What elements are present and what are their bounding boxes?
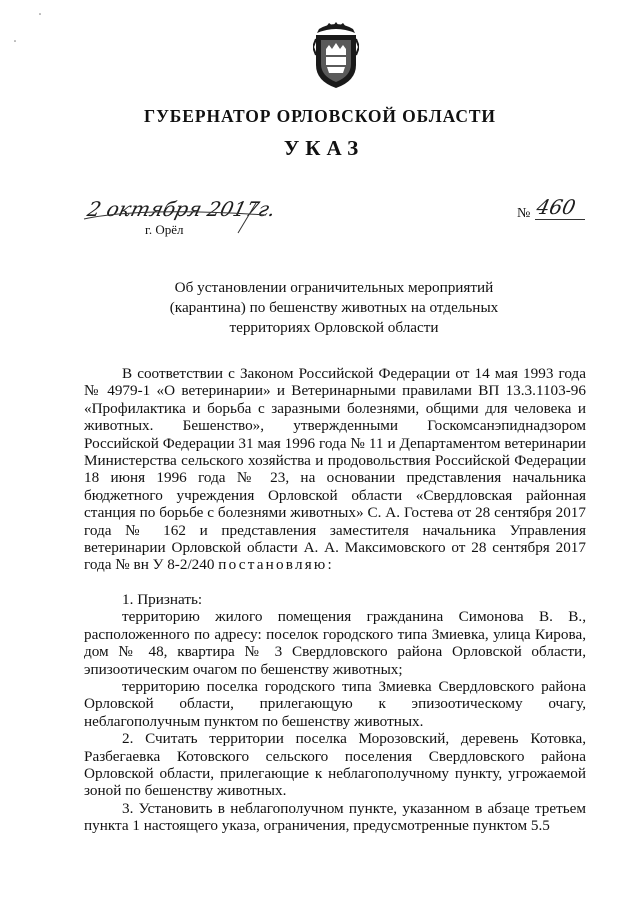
item-1-paragraph-a: территорию жилого помещения гражданина Симонова В. В., расположенного по адресу: поселок городского типа Змиевка, улица Кирова, дом № 48, квартира № 3 Свердловского района Орловской области, эпизоотическим очагом по бешенству животных;	[84, 608, 586, 678]
decree-body	[84, 365, 586, 835]
decree-word: постановляю:	[218, 556, 334, 574]
handwritten-number: 460	[534, 195, 578, 219]
item-2-paragraph: 2. Считать территории поселка Морозовский, деревень Котовка, Разбегаевка Котовского сельского поселения Свердловского района Орловской области, прилегающие к неблагополучному пункту, угрожаемой зоной по бешенству животных.	[84, 730, 586, 800]
item-1-heading: 1. Признать:	[122, 590, 203, 608]
preamble-paragraph	[84, 365, 586, 574]
handwritten-date: 2 октября 2017г.	[85, 197, 279, 221]
issuer-heading: ГУБЕРНАТОР ОРЛОВСКОЙ ОБЛАСТИ	[144, 106, 496, 126]
place-of-issue: г. Орёл	[145, 222, 184, 237]
preamble-text: В соответствии с Законом Российской Федерации от 14 мая 1993 года № 4979-1 «О ветеринарии» и Ветеринарными правилами ВП 13.3.1103-96 «Профилактика и борьба с заразными болезнями, общими для человека и животных. Бешенство», утвержденными Госкомсанэпиднадзором Российской Федерации 31 мая 1996 года № 11 и Департаментом ветеринарии Министерства сельского хозяйства и продовольствия Российской Федерации 18 июня 1996 года № 23, на основании представления начальника бюджетного учреждения Орловской области «Свердловская районная станция по борьбе с болезнями животных» С. А. Гостева от 28 сентября 2017 года № 162 и представления заместителя начальника Управления ветеринарии Орловской области А. А. Максимовского от 28 сентября 2017 года № вн У 8-2/240	[84, 365, 586, 574]
decree-title: Об установлении ограничительных мероприятий (карантина) по бешенству животных на отдельных территориях Орловской области	[169, 279, 499, 336]
number-underline	[535, 219, 585, 220]
document-type-heading: УКАЗ	[283, 136, 365, 160]
item-3-paragraph: 3. Установить в неблагополучном пункте, указанном в абзаце третьем пункта 1 настоящего указа, ограничения, предусмотренные пунктом 5.5	[84, 799, 586, 835]
coat-of-arms-emblem	[313, 21, 359, 89]
item-1-paragraph-b: территорию поселка городского типа Змиевка Свердловского района Орловской области, прилегающую к эпизоотическому очагу, неблагополучным пунктом по бешенству животных.	[84, 677, 586, 730]
number-label: №	[517, 206, 531, 221]
